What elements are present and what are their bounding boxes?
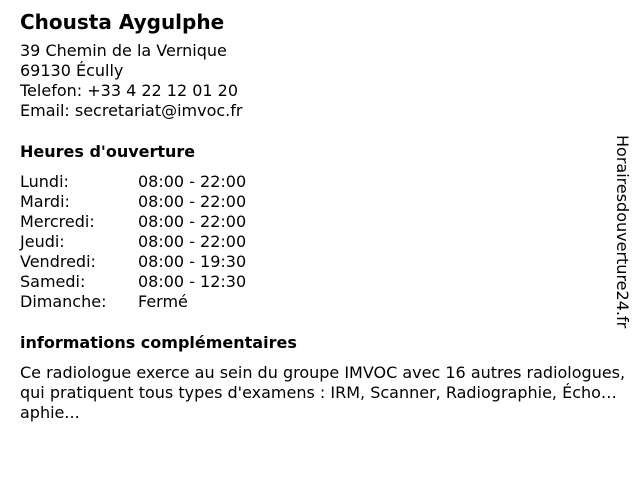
hours-row-friday	[20, 252, 620, 272]
day-label: Mercredi:	[20, 212, 95, 231]
email-address: Email: secretariat@imvoc.fr	[20, 101, 243, 120]
hours-row-sunday	[20, 292, 620, 312]
hours-row-monday	[20, 172, 620, 192]
day-label: Lundi:	[20, 172, 69, 191]
hours-row-thursday	[20, 232, 620, 252]
hours-row-wednesday	[20, 212, 620, 232]
additional-info-text: Ce radiologue exerce au sein du groupe IMVOC avec 16 autres radiologues, qui pratiquent tous types d'examens : IRM, Scanner, Radiographie, Échographie...	[20, 363, 626, 422]
time-range: 08:00 - 22:00	[138, 172, 247, 191]
site-watermark: Horairesdouverture24.fr	[613, 135, 632, 329]
additional-info-title: informations complémentaires	[20, 333, 297, 352]
time-range: Fermé	[138, 292, 188, 311]
day-label: Samedi:	[20, 272, 86, 291]
address-block	[20, 41, 620, 121]
hours-row-saturday	[20, 272, 620, 292]
time-range: 08:00 - 12:30	[138, 272, 247, 291]
street-address: 39 Chemin de la Vernique	[20, 41, 227, 60]
day-label: Dimanche:	[20, 292, 107, 311]
day-label: Jeudi:	[20, 232, 65, 251]
city-address: 69130 Écully	[20, 61, 124, 80]
hours-row-tuesday	[20, 192, 620, 212]
time-range: 08:00 - 19:30	[138, 252, 247, 271]
time-range: 08:00 - 22:00	[138, 232, 247, 251]
day-label: Mardi:	[20, 192, 70, 211]
business-name: Chousta Aygulphe	[20, 10, 225, 34]
day-label: Vendredi:	[20, 252, 96, 271]
opening-hours-table	[20, 172, 620, 312]
phone-number: Telefon: +33 4 22 12 01 20	[20, 81, 239, 100]
time-range: 08:00 - 22:00	[138, 192, 247, 211]
opening-hours-title: Heures d'ouverture	[20, 142, 196, 161]
time-range: 08:00 - 22:00	[138, 212, 247, 231]
